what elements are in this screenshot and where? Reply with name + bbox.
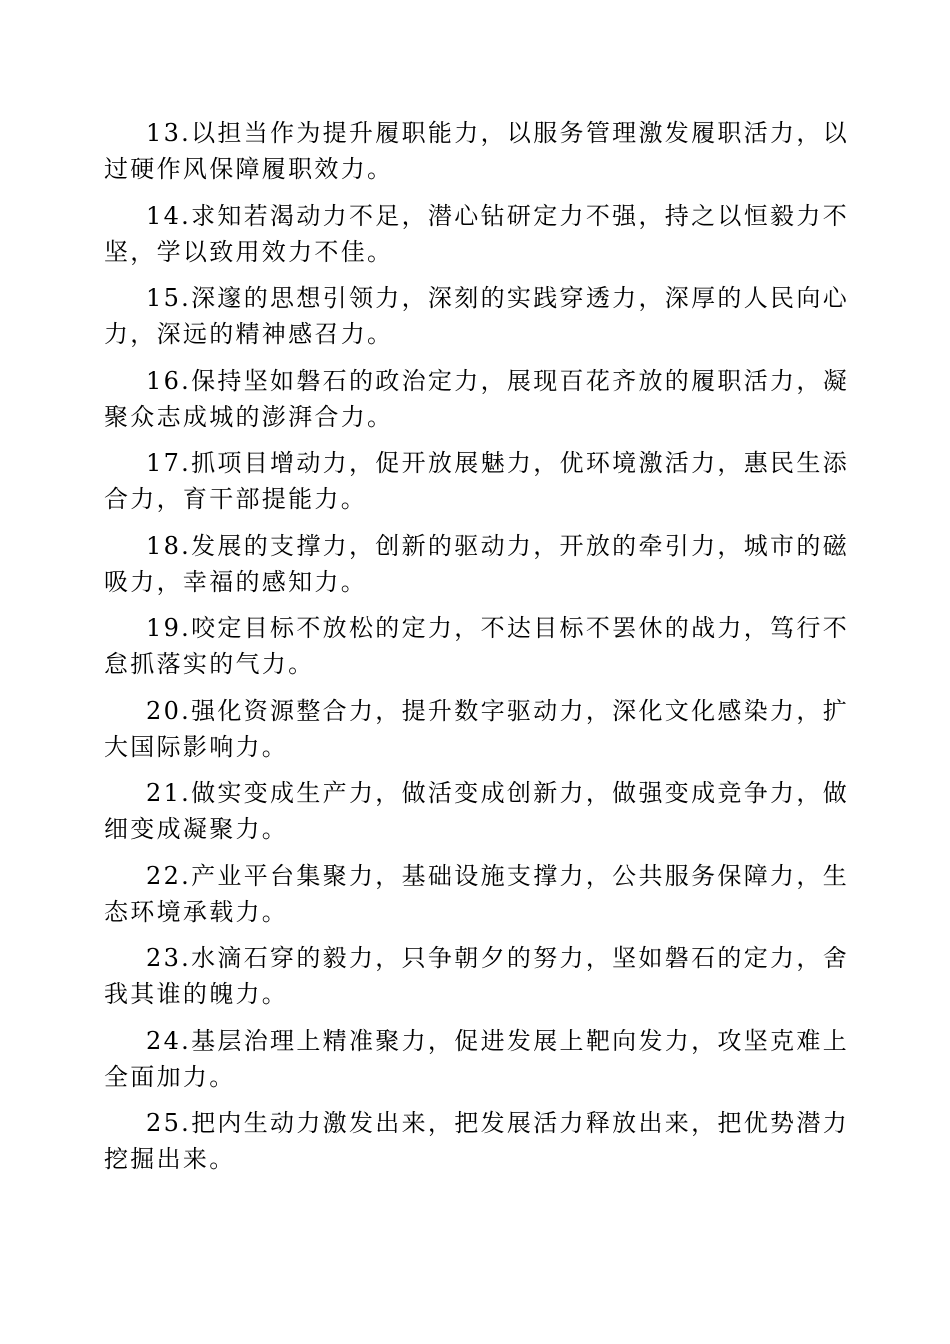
paragraph-16: 16.保持坚如磐石的政治定力，展现百花齐放的履职活力，凝聚众志成城的澎湃合力。 bbox=[104, 366, 849, 431]
paragraph-21: 21.做实变成生产力，做活变成创新力，做强变成竞争力，做细变成凝聚力。 bbox=[104, 779, 849, 843]
paragraph-13: 13.以担当作为提升履职能力，以服务管理激发履职活力，以过硬作风保障履职效力。 bbox=[104, 119, 849, 183]
document-body bbox=[104, 115, 849, 1188]
paragraph-22: 22.产业平台集聚力，基础设施支撑力，公共服务保障力，生态环境承载力。 bbox=[104, 861, 849, 926]
paragraph-19: 19.咬定目标不放松的定力，不达目标不罢休的战力，笃行不怠抓落实的气力。 bbox=[104, 614, 849, 678]
paragraph-17: 17.抓项目增动力，促开放展魅力，优环境激活力，惠民生添合力，育干部提能力。 bbox=[104, 449, 849, 513]
paragraph-20: 20.强化资源整合力，提升数字驱动力，深化文化感染力，扩大国际影响力。 bbox=[104, 696, 849, 761]
paragraph-23: 23.水滴石穿的毅力，只争朝夕的努力，坚如磐石的定力，舍我其谁的魄力。 bbox=[104, 944, 849, 1008]
paragraph-15: 15.深邃的思想引领力，深刻的实践穿透力，深厚的人民向心力，深远的精神感召力。 bbox=[104, 284, 849, 348]
paragraph-24: 24.基层治理上精准聚力，促进发展上靶向发力，攻坚克难上全面加力。 bbox=[104, 1026, 849, 1091]
paragraph-25: 25.把内生动力激发出来，把发展活力释放出来，把优势潜力挖掘出来。 bbox=[104, 1109, 849, 1173]
paragraph-14: 14.求知若渴动力不足，潜心钻研定力不强，持之以恒毅力不坚，学以致用效力不佳。 bbox=[104, 201, 849, 266]
paragraph-18: 18.发展的支撑力，创新的驱动力，开放的牵引力，城市的磁吸力，幸福的感知力。 bbox=[104, 531, 849, 596]
